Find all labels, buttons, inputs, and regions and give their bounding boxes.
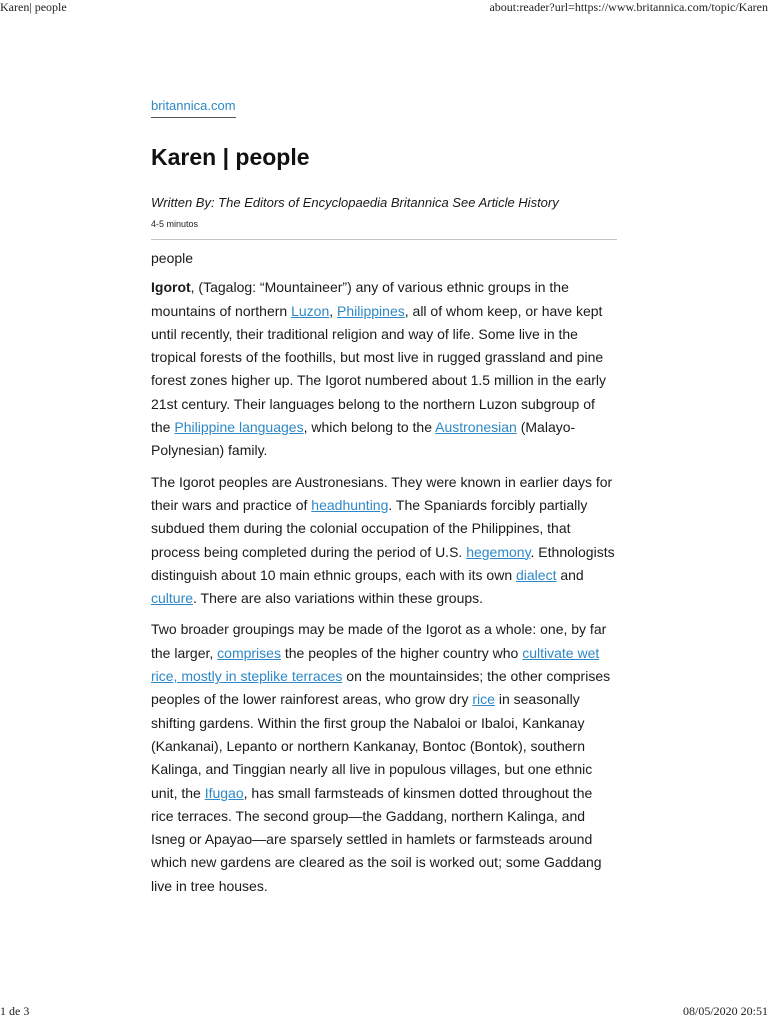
link-rice[interactable]: rice: [472, 691, 495, 708]
print-header: [0, 0, 768, 14]
page-number: 1 de 3: [0, 1004, 30, 1018]
link-dialect[interactable]: dialect: [516, 566, 557, 583]
print-datetime: 08/05/2020 20:51: [682, 1004, 768, 1018]
term-igorot: Igorot: [151, 279, 191, 296]
link-hegemony[interactable]: hegemony: [466, 543, 531, 560]
link-philippine-languages[interactable]: Philippine languages: [174, 419, 304, 436]
link-ifugao[interactable]: Ifugao: [204, 784, 244, 801]
link-philippines[interactable]: Philippines: [337, 302, 405, 319]
link-comprises[interactable]: comprises: [217, 644, 281, 661]
paragraph-3: Two broader groupings may be made of the Igorot as a whole: one, by far the larger, comprises the peoples of the higher country who cultivate wet rice, mostly in steplike terraces on the mountainsides; the other comprises peoples of the lower rainforest areas, who grow dry rice in seasonally shifting gardens. Within the first group the Nabaloi or Ibaloi, Kankanay (Kankanai), Lepanto or northern Kankanay, Bontoc (Bontok), southern Kalinga, and Tinggian nearly all live in populous villages, but one ethnic unit, the Ifugao, has small farmsteads of kinsmen dotted throughout the rice terraces. The second group—the Gaddang, northern Kalinga, and Isneg or Apayao—are sparsely settled in hamlets or farmsteads around which new gardens are cleared as the soil is worked out; some Gaddang live in tree houses.: [151, 621, 611, 894]
link-headhunting[interactable]: headhunting: [311, 496, 389, 513]
reading-time: 4-5 minutos: [151, 219, 199, 229]
article-body: [151, 247, 617, 898]
page-url: about:reader?url=https://www.britannica.com/topic/Karen: [489, 0, 768, 14]
article-title: Karen | people: [151, 144, 310, 170]
reader-view: [151, 97, 617, 906]
link-luzon[interactable]: Luzon: [291, 302, 330, 319]
link-austronesian[interactable]: Austronesian: [435, 419, 517, 436]
page-tab-title: Karen| people: [0, 0, 67, 14]
lead-label: people: [151, 250, 194, 266]
header-divider: [151, 239, 617, 240]
print-footer: [0, 1004, 768, 1018]
link-culture[interactable]: culture: [151, 590, 194, 607]
paragraph-2: The Igorot peoples are Austronesians. They were known in earlier days for their wars and practice of headhunting. The Spaniards forcibly partially subdued them during the colonial occupation of the Philippines, that process being completed during the period of U.S. hegemony. Ethnologists distinguish about 10 main ethnic groups, each with its own dialect and culture. There are also variations within these groups.: [151, 473, 615, 607]
source-domain-link[interactable]: britannica.com: [151, 98, 236, 118]
link-wet-rice-terraces[interactable]: cultivate wet rice, mostly in steplike terraces: [151, 644, 600, 685]
article-credits: Written By: The Editors of Encyclopaedia Britannica See Article History: [151, 195, 559, 210]
paragraph-1: Igorot, (Tagalog: “Mountaineer”) any of various ethnic groups in the mountains of northern Luzon, Philippines, all of whom keep, or have kept until recently, their traditional religion and way of life. Some live in the tropical forests of the foothills, but most live in rugged grassland and pine forest zones higher up. The Igorot numbered about 1.5 million in the early 21st century. Their languages belong to the northern Luzon subgroup of the Philippine languages, which belong to the Austronesian (Malayo-Polynesian) family.: [151, 279, 607, 459]
